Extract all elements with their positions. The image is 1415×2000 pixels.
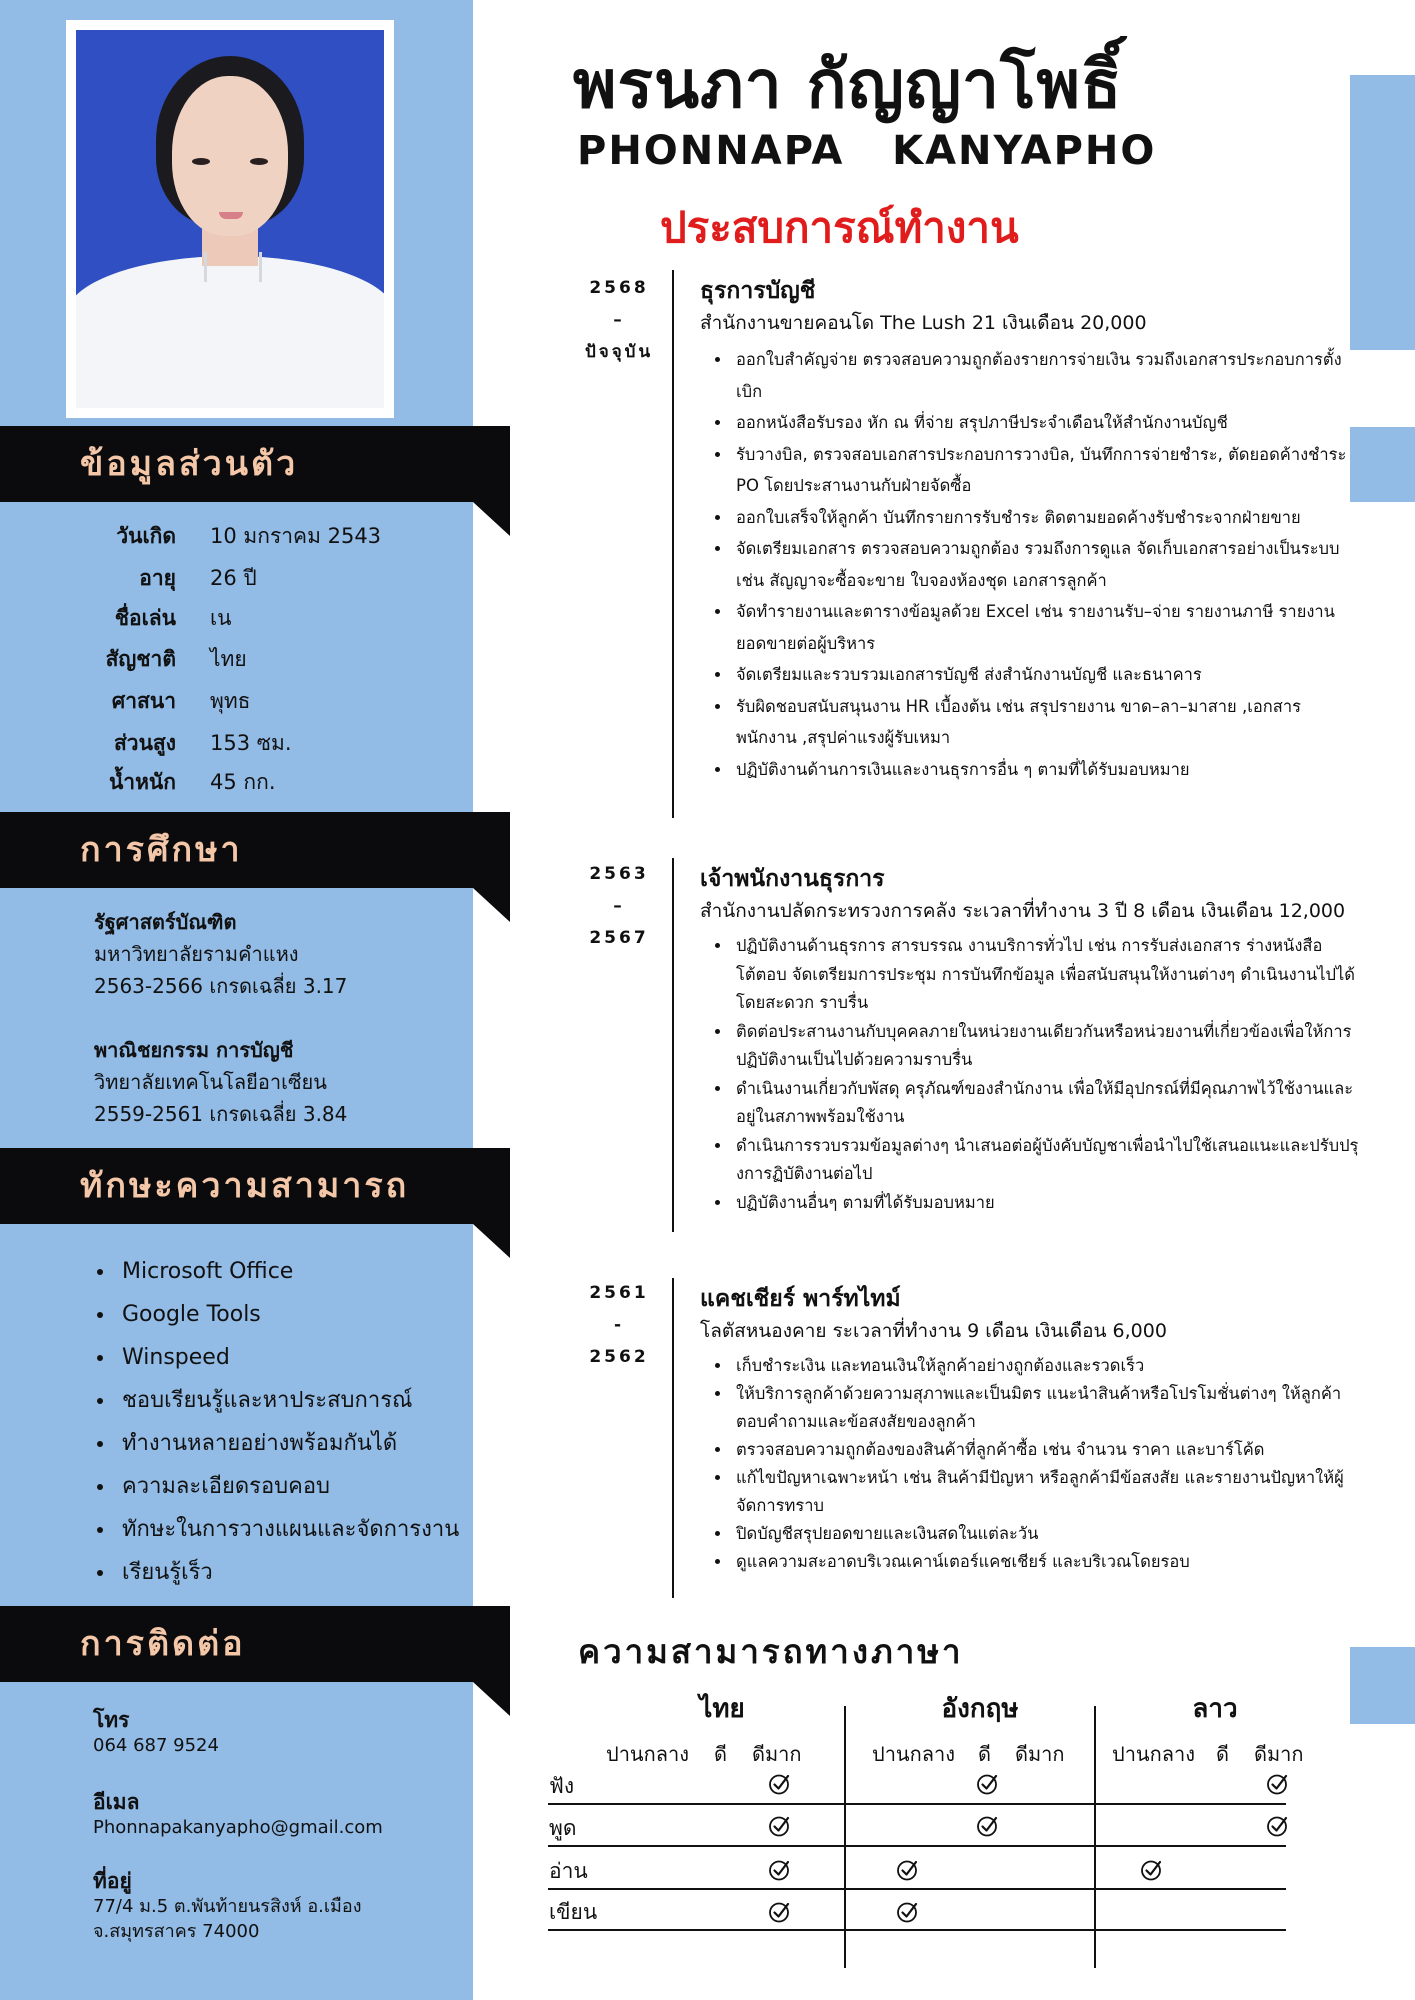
accent-block: [1350, 1647, 1415, 1724]
table-rule: [548, 1888, 1286, 1890]
skill-item: • ความละเอียดรอบคอบ: [116, 1465, 459, 1508]
check-icon: [768, 1900, 792, 1924]
contact-address-label: ที่อยู่: [93, 1869, 132, 1893]
language-skill-label: พูด: [549, 1816, 577, 1840]
contact-email-label: อีเมล: [93, 1790, 140, 1814]
job-position: เจ้าพนักงานธุรการ: [700, 866, 885, 892]
info-value: 153 ซม.: [210, 731, 292, 755]
info-row: [0, 602, 473, 636]
education-degree: รัฐศาสตร์บัณฑิต: [94, 910, 237, 934]
check-icon: [768, 1772, 792, 1796]
job-duty: • ปฏิบัติงานด้านการเงินและงานธุรการอื่น ๆ ตามที่ได้รับมอบหมาย: [732, 754, 1360, 786]
skill-item: • เรียนรู้เร็ว: [116, 1551, 459, 1594]
section-fold: [473, 888, 510, 922]
check-icon: [976, 1772, 1000, 1796]
table-rule: [548, 1929, 1286, 1931]
job-duty: • ดำเนินการรวบรวมข้อมูลต่างๆ นำเสนอต่อผู้บังคับบัญชาเพื่อนำไปใช้เสนอแนะและปรับปรุงการฏิบัติงานต่อไป: [732, 1132, 1360, 1189]
info-value: 45 กก.: [210, 770, 276, 794]
job-duty: • ปิดบัญชีสรุปยอดขายและเงินสดในแต่ละวัน: [732, 1520, 1360, 1548]
level-label: ดีมาก: [1254, 1742, 1304, 1766]
job-years: [565, 272, 673, 368]
language-header: อังกฤษ: [941, 1694, 1019, 1724]
timeline-line: [672, 858, 674, 1232]
language-header: ไทย: [699, 1694, 745, 1724]
job-duty: • ออกใบสำคัญจ่าย ตรวจสอบความถูกต้องรายการจ่ายเงิน รวมถึงเอกสารประกอบการตั้งเบิก: [732, 344, 1360, 407]
contact-email-value[interactable]: Phonnapakanyapho@gmail.com: [93, 1817, 383, 1838]
year-start: 2563: [589, 864, 649, 884]
check-icon: [896, 1858, 920, 1882]
education-section-header: การศึกษา: [0, 812, 510, 888]
language-skill-label: อ่าน: [549, 1859, 588, 1883]
info-value: พุทธ: [210, 689, 251, 713]
info-value: 26 ปี: [210, 566, 257, 590]
language-skill-label: ฟัง: [549, 1774, 575, 1798]
job-years: [565, 1277, 673, 1373]
level-label: ดีมาก: [752, 1742, 802, 1766]
job-duty: • แก้ไขปัญหาเฉพาะหน้า เช่น สินค้ามีปัญหา หรือลูกค้ามีข้อสงสัย และรายงานปัญหาให้ผู้จัดการทราบ: [732, 1464, 1360, 1520]
level-label: ดีมาก: [1015, 1742, 1065, 1766]
job-duty: • ดำเนินงานเกี่ยวกับพัสดุ ครุภัณฑ์ของสำนักงาน เพื่อให้มีอุปกรณ์ที่มีคุณภาพไว้ใช้งานและอยู่ในสภาพพร้อมใช้งาน: [732, 1075, 1360, 1132]
job-duty: • รับผิดชอบสนับสนุนงาน HR เบื้องต้น เช่น สรุปรายงาน ขาด–ลา–มาสาย ,เอกสารพนักงาน ,สรุปค่าแรงผู้รับเหมา: [732, 691, 1360, 754]
level-label: ปานกลาง: [1112, 1742, 1195, 1766]
check-icon: [1266, 1772, 1290, 1796]
job-duty: • ออกหนังสือรับรอง หัก ณ ที่จ่าย สรุปภาษีประจำเดือนให้สำนักงานบัญชี: [732, 407, 1360, 439]
section-fold: [473, 1682, 510, 1716]
education-detail: 2559-2561 เกรดเฉลี่ย 3.84: [94, 1102, 348, 1126]
job-duty: • ตรวจสอบความถูกต้องของสินค้าที่ลูกค้าซื้อ เช่น จำนวน ราคา และบาร์โค้ด: [732, 1436, 1360, 1464]
contact-address-line: จ.สมุทรสาคร 74000: [93, 1921, 260, 1942]
personal-section-header: ข้อมูลส่วนตัว: [0, 426, 510, 502]
contact-phone: [93, 1708, 219, 1758]
info-value: 10 มกราคม 2543: [210, 524, 382, 548]
name-thai: พรนภา กัญญาโพธิ์: [573, 46, 1123, 123]
check-icon: [768, 1814, 792, 1838]
info-value: เน: [210, 606, 232, 630]
contact-email: [93, 1790, 383, 1840]
info-label: วันเกิด: [116, 524, 176, 548]
info-row: [0, 562, 473, 596]
info-row: [0, 520, 473, 554]
skill-item: • Microsoft Office: [116, 1250, 459, 1293]
skill-item: • ชอบเรียนรู้และหาประสบการณ์: [116, 1379, 459, 1422]
check-icon: [768, 1858, 792, 1882]
education-school: วิทยาลัยเทคโนโลยีอาเซียน: [94, 1070, 327, 1094]
job-duties: [700, 932, 1360, 1217]
check-icon: [1140, 1858, 1164, 1882]
job-duty: • ดูแลความสะอาดบริเวณเคาน์เตอร์แคชเชียร์ และบริเวณโดยรอบ: [732, 1548, 1360, 1576]
year-dash: –: [613, 310, 625, 330]
name-english: PHONNAPA KANYAPHO: [577, 128, 1157, 174]
contact-phone-value[interactable]: 064 687 9524: [93, 1735, 219, 1756]
job-company: โลตัสหนองคาย ระเวลาที่ทำงาน 9 เดือน เงินเดือน 6,000: [700, 1320, 1167, 1342]
year-end: 2562: [589, 1347, 649, 1367]
job-duty: • รับวางบิล, ตรวจสอบเอกสารประกอบการวางบิล, บันทึกการจ่ายชำระ, ตัดยอดค้างชำระ PO โดยประสานงานกับฝ่ายจัดซื้อ: [732, 439, 1360, 502]
contact-section-header: การติดต่อ: [0, 1606, 510, 1682]
check-icon: [896, 1900, 920, 1924]
level-label: ดี: [978, 1742, 991, 1766]
skill-item: • Google Tools: [116, 1293, 459, 1336]
profile-photo-frame: [66, 20, 394, 418]
check-icon: [1266, 1814, 1290, 1838]
skill-item: • ทำงานหลายอย่างพร้อมกันได้: [116, 1422, 459, 1465]
info-value: ไทย: [210, 647, 247, 671]
education-degree: พาณิชยกรรม การบัญชี: [94, 1038, 294, 1062]
info-row: [0, 643, 473, 677]
languages-title: ความสามารถทางภาษา: [578, 1632, 964, 1671]
education-item: [94, 1034, 347, 1130]
year-start: 2568: [589, 278, 649, 298]
job-entry: [700, 1282, 1360, 1576]
job-duties: [700, 1352, 1360, 1576]
profile-photo: [76, 30, 384, 408]
skill-item: • Winspeed: [116, 1336, 459, 1379]
year-dash: –: [613, 896, 625, 916]
level-label: ดี: [1216, 1742, 1229, 1766]
job-duty: • ให้บริการลูกค้าด้วยความสุภาพและเป็นมิตร แนะนำสินค้าหรือโปรโมชั่นต่างๆ ให้ลูกค้า ตอบคำถามและข้อสงสัยของลูกค้า: [732, 1380, 1360, 1436]
info-label: ชื่อเล่น: [114, 606, 176, 630]
job-company: สำนักงานปลัดกระทรวงการคลัง ระเวลาที่ทำงาน 3 ปี 8 เดือน เงินเดือน 12,000: [700, 900, 1346, 922]
job-duty: • จัดทำรายงานและตารางข้อมูลด้วย Excel เช่น รายงานรับ–จ่าย รายงานภาษี รายงานยอดขายต่อผู้บริหาร: [732, 596, 1360, 659]
table-rule: [548, 1803, 1286, 1805]
education-school: มหาวิทยาลัยรามคำแหง: [94, 942, 299, 966]
education-item: [94, 906, 347, 1002]
job-position: แคชเชียร์ พาร์ทไทม์: [700, 1286, 901, 1312]
section-fold: [473, 502, 510, 536]
year-end: ปัจจุบัน: [584, 342, 654, 362]
info-row: [0, 727, 473, 761]
level-label: ดี: [714, 1742, 727, 1766]
language-header: ลาว: [1192, 1694, 1238, 1724]
education-detail: 2563-2566 เกรดเฉลี่ย 3.17: [94, 974, 348, 998]
check-icon: [976, 1814, 1000, 1838]
skills-list: [84, 1250, 459, 1594]
level-label: ปานกลาง: [606, 1742, 689, 1766]
job-duty: • ปฏิบัติงานด้านธุรการ สารบรรณ งานบริการทั่วไป เช่น การรับส่งเอกสาร ร่างหนังสือโต้ตอบ จัดเตรียมการประชุม การบันทึกข้อมูล เพื่อสนับสนุนให้งานต่างๆ ดำเนินงานไปได้โดยสะดวก ราบรื่น: [732, 932, 1360, 1018]
level-label: ปานกลาง: [872, 1742, 955, 1766]
info-label: ส่วนสูง: [113, 731, 176, 755]
info-row: [0, 685, 473, 719]
info-label: อายุ: [139, 566, 176, 590]
section-fold: [473, 1224, 510, 1258]
year-end: 2567: [589, 928, 649, 948]
info-row: [0, 766, 473, 800]
job-years: [565, 858, 673, 954]
skills-section-header: ทักษะความสามารถ: [0, 1148, 510, 1224]
table-rule: [548, 1845, 1286, 1847]
experience-title: ประสบการณ์ทำงาน: [660, 203, 1019, 252]
job-entry: [700, 274, 1360, 785]
year-start: 2561: [589, 1283, 649, 1303]
job-duty: • ออกใบเสร็จให้ลูกค้า บันทึกรายการรับชำระ ติดตามยอดค้างรับชำระจากฝ่ายขาย: [732, 502, 1360, 534]
job-duty: • เก็บชำระเงิน และทอนเงินให้ลูกค้าอย่างถูกต้องและรวดเร็ว: [732, 1352, 1360, 1380]
contact-phone-label: โทร: [93, 1708, 130, 1732]
job-duty: • จัดเตรียมและรวบรวมเอกสารบัญชี ส่งสำนักงานบัญชี และธนาคาร: [732, 659, 1360, 691]
job-duty: • ปฏิบัติงานอื่นๆ ตามที่ได้รับมอบหมาย: [732, 1189, 1360, 1218]
job-duty: • จัดเตรียมเอกสาร ตรวจสอบความถูกต้อง รวมถึงการดูแล จัดเก็บเอกสารอย่างเป็นระบบ เช่น สัญญาจะซื้อจะขาย ใบจองห้องชุด เอกสารลูกค้า: [732, 533, 1360, 596]
job-duties: [700, 344, 1360, 785]
info-label: สัญชาติ: [105, 647, 176, 671]
info-label: น้ำหนัก: [108, 770, 176, 794]
job-company: สำนักงานขายคอนโด The Lush 21 เงินเดือน 20,000: [700, 312, 1147, 334]
info-label: ศาสนา: [111, 689, 176, 713]
timeline-line: [672, 1278, 674, 1598]
skill-item: • ทักษะในการวางแผนและจัดการงาน: [116, 1508, 459, 1551]
job-entry: [700, 862, 1360, 1217]
contact-address-line: 77/4 ม.5 ต.พันท้ายนรสิงห์ อ.เมือง: [93, 1896, 362, 1917]
timeline-line: [672, 270, 674, 818]
job-duty: • ติดต่อประสานงานกับบุคคลภายในหน่วยงานเดียวกันหรือหน่วยงานที่เกี่ยวข้องเพื่อให้การปฏิบัติงานเป็นไปด้วยความราบรื่น: [732, 1018, 1360, 1075]
year-dash: -: [613, 1315, 625, 1335]
language-skill-label: เขียน: [549, 1900, 598, 1924]
contact-address: [93, 1869, 362, 1944]
job-position: ธุรการบัญชี: [700, 278, 816, 304]
